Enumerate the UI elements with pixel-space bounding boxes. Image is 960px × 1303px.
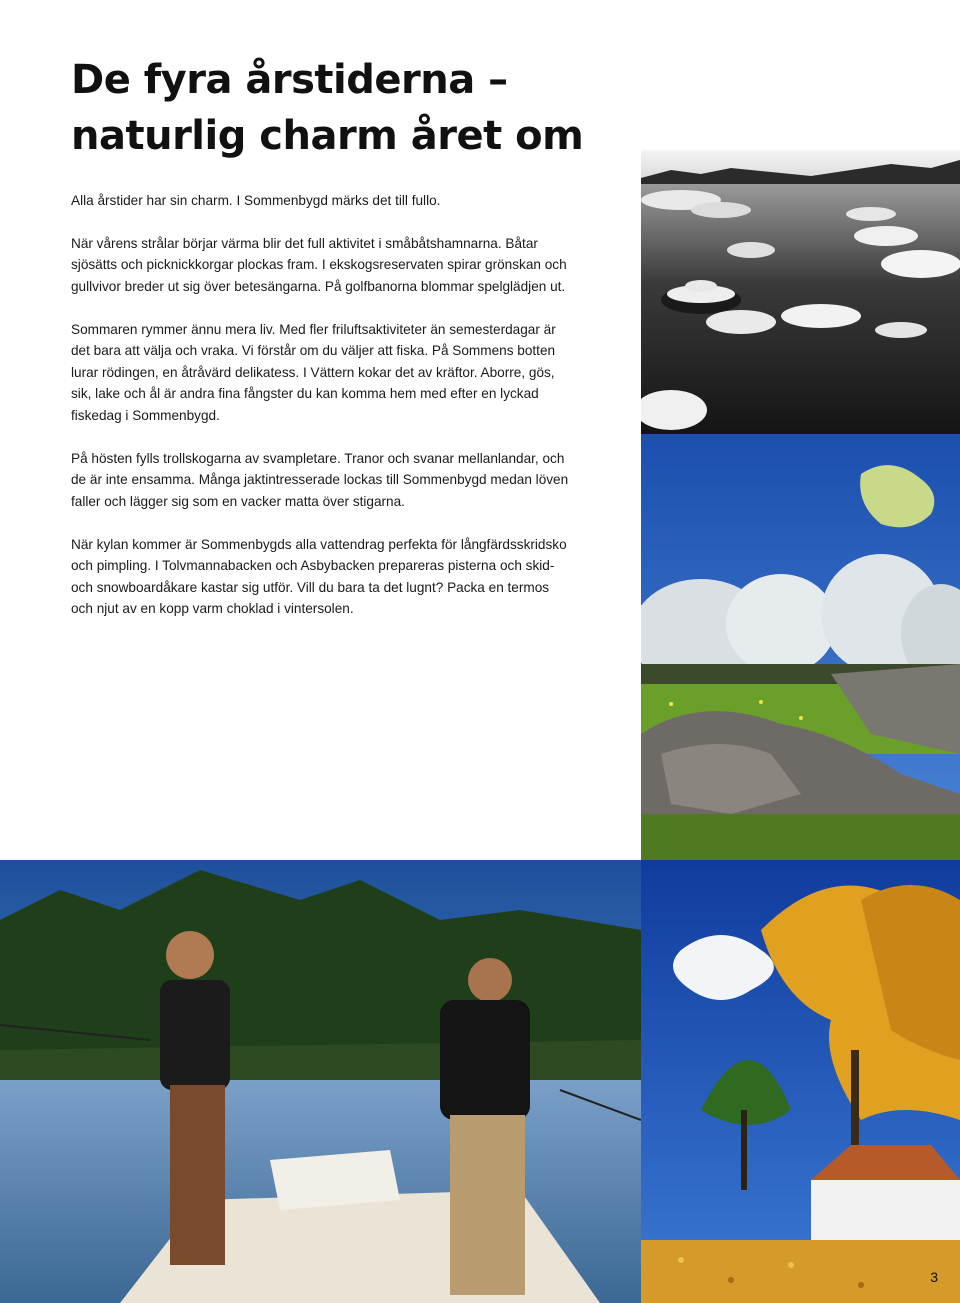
paragraph-intro: Alla årstider har sin charm. I Sommenbygd märks det till fullo. [71,193,441,208]
winter-lake-photo [641,0,960,434]
paragraph-winter: När kylan kommer är Sommenbygds alla vattendrag perfekta för långfärdsskridsko och pimpling. I Tolvmannabacken och Asbybacken prepareras pisterna och skid- och snowboardåkare kastar sig utför. Vill du bara ta det lugnt? Packa en termos och njut av en kopp varm choklad i vintersolen. [71,536,567,616]
title-line-2: naturlig charm året om [71,113,584,159]
page-title [71,52,631,164]
body-text [71,190,571,641]
paragraph-autumn: På hösten fylls trollskogarna av svampletare. Tranor och svanar mellanlandar, och de är inte ensamma. Många jaktintresserade lockas till Sommenbygd medan löven faller och lägger sig som en vacker matta över stigarna. [71,450,569,509]
spring-meadow-photo [641,434,960,860]
paragraph-summer: Sommaren rymmer ännu mera liv. Med fler friluftsaktiviteter än semesterdagar är det bara att välja och vraka. Vi förstår om du väljer att fiska. På Sommens botten lurar rödingen, en åtråvärd delikatess. I Vättern kokar det av kräftor. Aborre, gös, sik, lake och ål är andra fina fångster du kan komma hem med efter en lyckad fiskedag i Sommenbygd. [71,321,556,423]
paragraph-spring: När vårens strålar börjar värma blir det full aktivitet i småbåtshamnarna. Båtar sjösätts och picknickkorgar plockas fram. I ekskogsreservaten spirar grönskan och gullvivor breder ut sig över betesängarna. På golfbanorna blommar spelglädjen ut. [71,235,567,294]
page-number: 3 [930,1269,938,1285]
summer-fishing-photo [0,860,641,1303]
autumn-church-photo [641,860,960,1303]
title-line-1: De fyra årstiderna – [71,57,508,103]
